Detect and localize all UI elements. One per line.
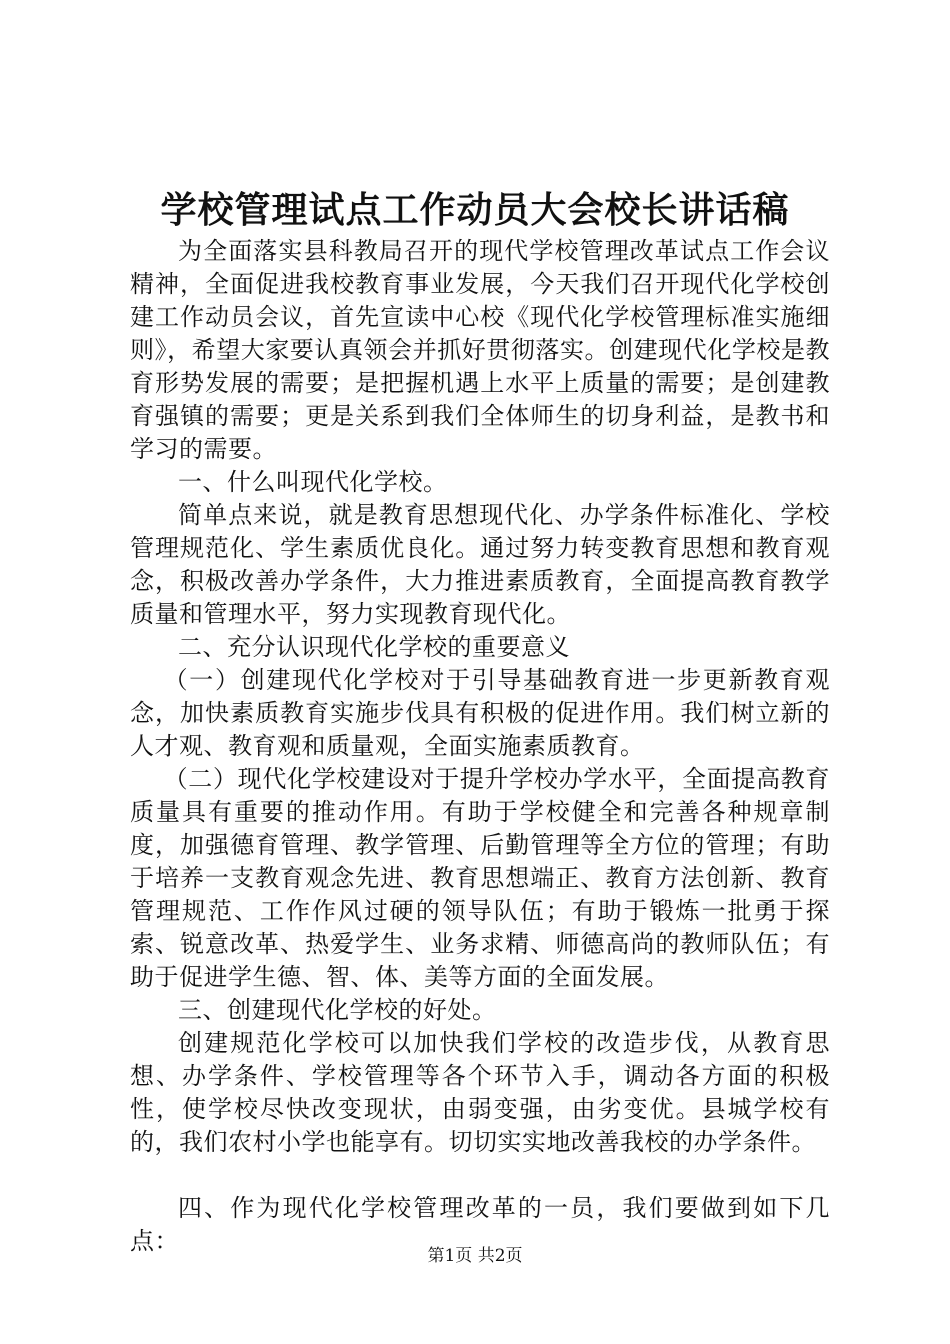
document-body [130,235,830,1258]
heading-section-1: 一、什么叫现代化学校。 [178,468,448,496]
document-title: 学校管理试点工作动员大会校长讲话稿 [160,189,790,231]
heading-section-4: 四、作为现代化学校管理改革的一员，我们要做到如下几点： [130,1194,830,1255]
heading-section-3: 三、创建现代化学校的好处。 [178,996,497,1024]
paragraph-section-1: 简单点来说，就是教育思想现代化、办学条件标准化、学校管理规范化、学生素质优良化。通过努力转变教育思想和教育观念，积极改善办学条件，大力推进素质教育，全面提高教育教学质量和管理水平，努力实现教育现代化。 [130,501,830,628]
heading-section-2: 二、充分认识现代化学校的重要意义 [178,633,570,661]
paragraph-intro: 为全面落实县科教局召开的现代学校管理改革试点工作会议精神，全面促进我校教育事业发展，今天我们召开现代化学校创建工作动员会议，首先宣读中心校《现代化学校管理标准实施细则》，希望大家要认真领会并抓好贯彻落实。创建现代化学校是教育形势发展的需要；是把握机遇上水平上质量的需要；是创建教育强镇的需要；更是关系到我们全体师生的切身利益，是教书和学习的需要。 [130,237,830,463]
page-footer: 第1页 共2页 [427,1246,523,1266]
paragraph-section-2-item-1: （一）创建现代化学校对于引导基础教育进一步更新教育观念，加快素质教育实施步伐具有积极的促进作用。我们树立新的人才观、教育观和质量观，全面实施素质教育。 [130,666,830,760]
paragraph-section-2-item-2: （二）现代化学校建设对于提升学校办学水平，全面提高教育质量具有重要的推动作用。有助于学校健全和完善各种规章制度，加强德育管理、教学管理、后勤管理等全方位的管理；有助于培养一支教育观念先进、教育思想端正、教育方法创新、教育管理规范、工作作风过硬的领导队伍；有助于锻炼一批勇于探索、锐意改革、热爱学生、业务求精、师德高尚的教师队伍；有助于促进学生德、智、体、美等方面的全面发展。 [130,765,830,991]
paragraph-spacer [130,1159,830,1192]
paragraph-section-3: 创建规范化学校可以加快我们学校的改造步伐，从教育思想、办学条件、学校管理等各个环节入手，调动各方面的积极性，使学校尽快改变现状，由弱变强，由劣变优。县城学校有的，我们农村小学也能享有。切切实实地改善我校的办学条件。 [130,1029,830,1156]
